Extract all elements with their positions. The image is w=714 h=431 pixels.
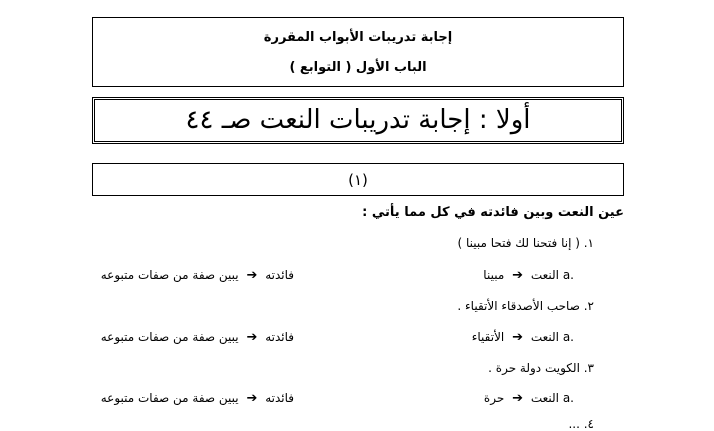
list-letter: a.: [562, 268, 574, 282]
list-letter: a.: [562, 330, 574, 344]
arrow-right-icon: ➔: [512, 268, 523, 283]
arrow-right-icon: ➔: [246, 330, 258, 345]
arrow-right-icon: ➔: [512, 330, 523, 345]
question-2: ٢. صاحب الأصدقاء الأتقياء .: [457, 299, 594, 313]
naat-value: حرة: [483, 391, 505, 405]
section-banner: [92, 97, 624, 144]
exercise-number: (١): [348, 171, 368, 189]
faida-value: يبين صفة من صفات متبوعه: [100, 330, 239, 344]
arrow-right-icon: ➔: [246, 268, 258, 283]
answer-3-naat: [484, 391, 574, 409]
list-letter: a.: [562, 391, 574, 405]
faida-label: فائدته: [265, 330, 294, 344]
naat-label: النعت: [530, 391, 559, 405]
header-title: إجابة تدريبات الأبواب المقررة: [263, 30, 453, 45]
instruction-text: عين النعت وبين فائدته في كل مما يأتي :: [362, 205, 624, 220]
naat-label: النعت: [530, 330, 559, 344]
answer-3-faida: [101, 391, 294, 409]
faida-value: يبين صفة من صفات متبوعه: [100, 391, 239, 405]
answer-2-naat: [472, 330, 574, 348]
faida-value: يبين صفة من صفات متبوعه: [100, 268, 239, 282]
answer-2-faida: [101, 330, 294, 348]
naat-value: الأتقياء: [471, 330, 505, 344]
answer-1-naat: [483, 268, 574, 286]
question-4: ٤. ...: [568, 417, 594, 431]
arrow-right-icon: ➔: [246, 391, 258, 406]
header-subtitle: الباب الأول ( التوابع ): [289, 60, 427, 75]
naat-value: مبينا: [483, 268, 505, 282]
question-1: ١. ( إنا فتحنا لك فتحا مبينا ): [457, 236, 594, 250]
arrow-right-icon: ➔: [512, 391, 523, 406]
naat-label: النعت: [530, 268, 559, 282]
banner-title: أولا : إجابة تدريبات النعت صـ ٤٤: [185, 105, 531, 135]
header-box: [92, 17, 624, 87]
answer-1-faida: [101, 268, 294, 286]
faida-label: فائدته: [265, 391, 294, 405]
question-3: ٣. الكويت دولة حرة .: [488, 361, 594, 375]
exercise-number-box: [92, 163, 624, 196]
faida-label: فائدته: [265, 268, 294, 282]
